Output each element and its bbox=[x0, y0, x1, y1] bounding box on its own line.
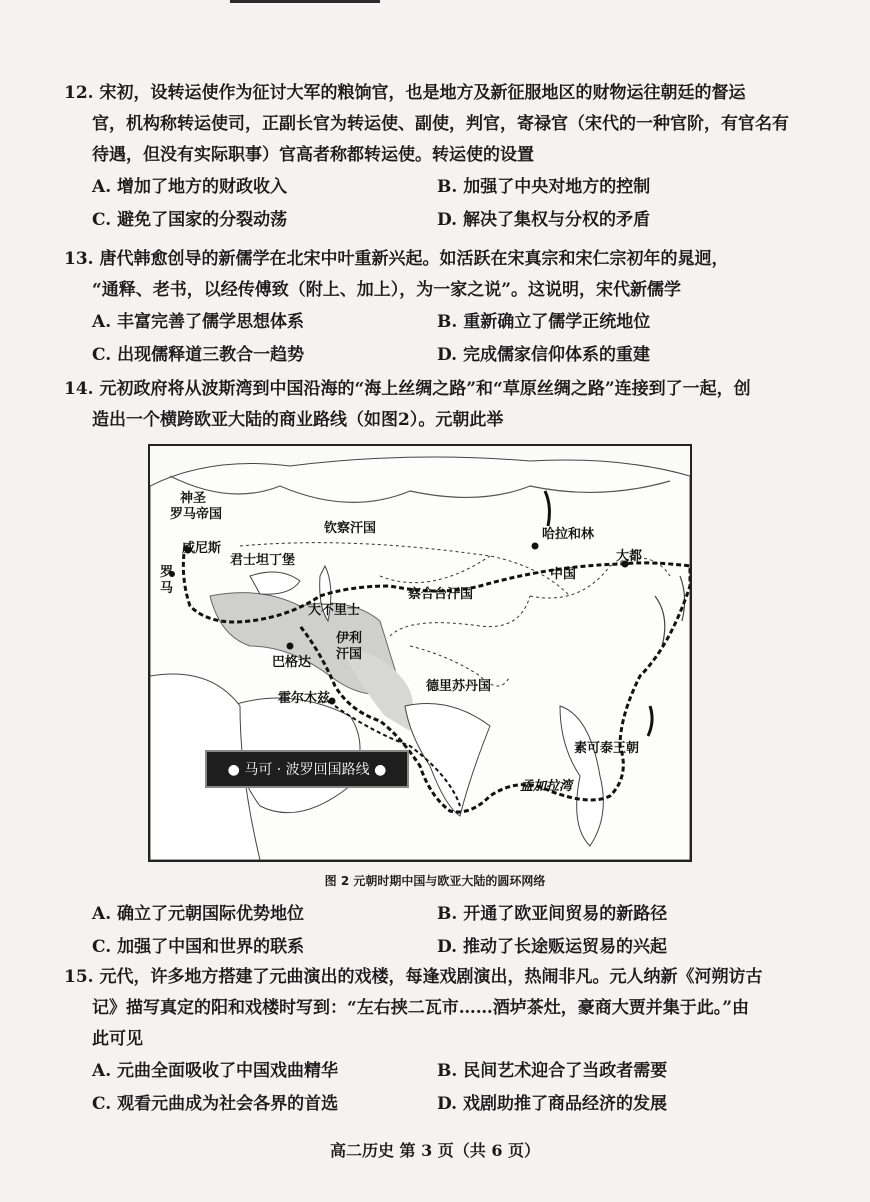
route-legend: ● 马可 · 波罗回国路线 ● bbox=[205, 750, 409, 788]
label-kipchak: 钦察汗国 bbox=[324, 521, 377, 536]
label-rome2: 马 bbox=[160, 581, 174, 596]
q12-line-2: 官，机构称转运使司，正副长官为转运使、副使，判官，寄禄官（宋代的一种官阶，有官名有 bbox=[92, 114, 789, 134]
q14-option-b[interactable]: B. 开通了欧亚间贸易的新路径 bbox=[437, 904, 668, 924]
page-footer: 高二历史 第 3 页（共 6 页） bbox=[329, 1141, 541, 1160]
q12-line-1: 12. 宋初，设转运使作为征讨大军的粮饷官，也是地方及新征服地区的财物运往朝廷的督运 bbox=[64, 83, 746, 103]
label-ilkhanate2: 汗国 bbox=[336, 647, 363, 662]
label-chagatai: 察合台汗国 bbox=[408, 587, 474, 602]
figure-caption: 图 2 元朝时期中国与欧亚大陆的圆环网络 bbox=[324, 874, 546, 888]
q12-option-d[interactable]: D. 解决了集权与分权的矛盾 bbox=[437, 210, 650, 230]
label-bengal: 孟加拉湾 bbox=[520, 779, 573, 794]
label-ilkhanate: 伊利 bbox=[336, 631, 363, 646]
label-hre: 神圣 bbox=[180, 491, 207, 506]
q12-option-c[interactable]: C. 避免了国家的分裂动荡 bbox=[92, 210, 288, 230]
label-venice: 威尼斯 bbox=[182, 541, 222, 556]
question-13 bbox=[64, 244, 764, 372]
q13-option-d[interactable]: D. 完成儒家信仰体系的重建 bbox=[437, 345, 650, 365]
question-14 bbox=[64, 374, 764, 436]
q12-line-3: 待遇，但没有实际职事）官高者称都转运使。转运使的设置 bbox=[92, 145, 534, 165]
q13-options bbox=[64, 306, 764, 372]
q15-options bbox=[64, 1055, 764, 1121]
q12-option-a[interactable]: A. 增加了地方的财政收入 bbox=[92, 177, 288, 197]
q15-line-1: 15. 元代，许多地方搭建了元曲演出的戏楼，每逢戏剧演出，热闹非凡。元人纳新《河朔访古 bbox=[64, 967, 763, 987]
label-tabriz: 大不里士 bbox=[308, 603, 361, 618]
q12-option-b[interactable]: B. 加强了中央对地方的控制 bbox=[437, 177, 651, 197]
label-karakorum: 哈拉和林 bbox=[542, 527, 595, 542]
label-hre2: 罗马帝国 bbox=[170, 507, 223, 522]
q13-line-2: “通释、老书，以经传傅致（附上、加上），为一家之说”。这说明，宋代新儒学 bbox=[92, 280, 682, 300]
question-15 bbox=[64, 962, 764, 1121]
q15-line-3: 此可见 bbox=[92, 1029, 143, 1049]
label-hormuz: 霍尔木兹 bbox=[278, 691, 331, 706]
q13-line-1: 13. 唐代韩愈创导的新儒学在北宋中叶重新兴起。如活跃在宋真宗和宋仁宗初年的晁迥， bbox=[64, 249, 729, 269]
q15-option-c[interactable]: C. 观看元曲成为社会各界的首选 bbox=[92, 1094, 339, 1114]
map-figure bbox=[148, 444, 692, 862]
baghdad-dot bbox=[287, 643, 294, 650]
map-svg bbox=[150, 446, 690, 860]
top-rule bbox=[230, 0, 380, 3]
q15-line-2: 记》描写真定的阳和戏楼时写到：“左右挟二瓦市……酒垆茶灶，豪商大贾并集于此。”由 bbox=[92, 998, 750, 1018]
q13-option-a[interactable]: A. 丰富完善了儒学思想体系 bbox=[92, 312, 305, 332]
q14-option-d[interactable]: D. 推动了长途贩运贸易的兴起 bbox=[437, 937, 667, 957]
question-12 bbox=[64, 78, 789, 237]
label-rome: 罗 bbox=[160, 565, 174, 580]
question-14-options bbox=[64, 898, 764, 964]
q13-option-b[interactable]: B. 重新确立了儒学正统地位 bbox=[437, 312, 651, 332]
q14-option-a[interactable]: A. 确立了元朝国际优势地位 bbox=[92, 904, 305, 924]
label-constantinople: 君士坦丁堡 bbox=[230, 553, 296, 568]
q14-options bbox=[64, 898, 764, 964]
q14-option-c[interactable]: C. 加强了中国和世界的联系 bbox=[92, 937, 305, 957]
label-baghdad: 巴格达 bbox=[272, 655, 312, 670]
q15-option-a[interactable]: A. 元曲全面吸收了中国戏曲精华 bbox=[92, 1061, 339, 1081]
label-china: 中国 bbox=[550, 567, 577, 582]
q14-line-2: 造出一个横跨欧亚大陆的商业路线（如图2）。元朝此举 bbox=[92, 410, 504, 430]
karakorum-dot bbox=[532, 543, 539, 550]
label-dadu: 大都 bbox=[616, 549, 643, 564]
label-delhi: 德里苏丹国 bbox=[426, 679, 492, 694]
q14-line-1: 14. 元初政府将从波斯湾到中国沿海的“海上丝绸之路”和“草原丝绸之路”连接到了一起，创 bbox=[64, 379, 751, 399]
q12-options bbox=[64, 171, 764, 237]
q15-option-b[interactable]: B. 民间艺术迎合了当政者需要 bbox=[437, 1061, 668, 1081]
label-sukhothai: 素可泰王朝 bbox=[574, 741, 640, 756]
q15-option-d[interactable]: D. 戏剧助推了商品经济的发展 bbox=[437, 1094, 667, 1114]
q13-option-c[interactable]: C. 出现儒释道三教合一趋势 bbox=[92, 345, 305, 365]
